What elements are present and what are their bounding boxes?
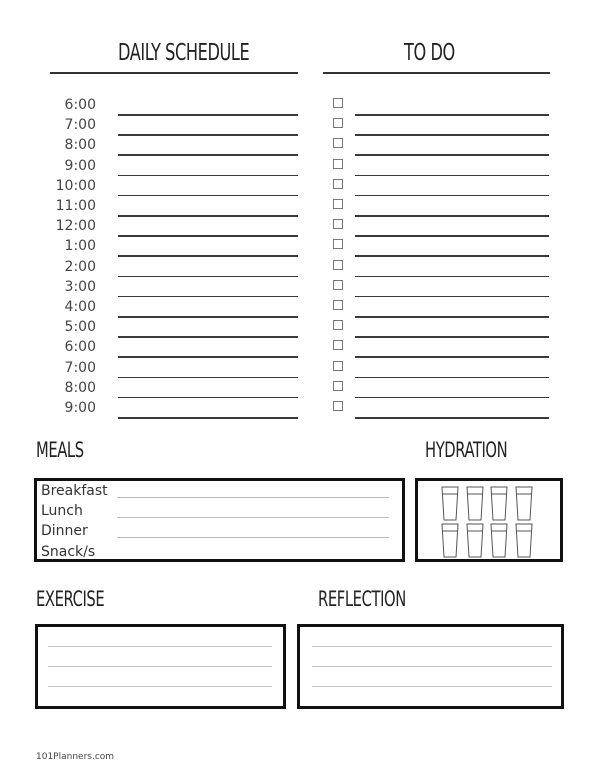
schedule-entry-line[interactable]: [118, 134, 298, 136]
todo-checkbox[interactable]: [333, 381, 343, 391]
hydration-title: HYDRATION: [425, 438, 508, 462]
schedule-time-label: 7:00: [64, 359, 96, 376]
water-glass-icon[interactable]: [515, 523, 533, 558]
todo-entry-line[interactable]: [355, 296, 549, 298]
schedule-title-rule: [50, 72, 298, 74]
schedule-time-label: 3:00: [64, 278, 96, 295]
meal-label: Breakfast: [41, 483, 108, 499]
water-glass-icon[interactable]: [490, 523, 508, 558]
todo-entry-line[interactable]: [355, 195, 549, 197]
todo-checkbox[interactable]: [333, 159, 343, 169]
todo-entry-line[interactable]: [355, 397, 549, 399]
schedule-entry-line[interactable]: [118, 215, 298, 217]
todo-entry-line[interactable]: [355, 377, 549, 379]
todo-checkbox[interactable]: [333, 239, 343, 249]
schedule-time-label: 4:00: [64, 299, 96, 315]
schedule-entry-line[interactable]: [118, 316, 298, 318]
meal-label: Dinner: [41, 523, 88, 540]
todo-entry-line[interactable]: [355, 154, 549, 156]
todo-checkbox[interactable]: [333, 118, 343, 128]
todo-entry-line[interactable]: [355, 336, 549, 338]
todo-entry-line[interactable]: [355, 175, 549, 177]
schedule-entry-line[interactable]: [118, 356, 298, 358]
reflection-line[interactable]: [312, 646, 552, 647]
schedule-entry-line[interactable]: [118, 336, 298, 338]
reflection-line[interactable]: [312, 686, 552, 687]
schedule-time-label: 9:00: [64, 157, 96, 174]
todo-checkbox[interactable]: [333, 300, 343, 310]
water-glass-icon[interactable]: [466, 523, 484, 558]
schedule-time-label: 2:00: [64, 258, 96, 275]
todo-entry-line[interactable]: [355, 255, 549, 257]
todo-entry-line[interactable]: [355, 316, 549, 318]
schedule-entry-line[interactable]: [118, 377, 298, 379]
water-glass-icon[interactable]: [515, 486, 533, 521]
schedule-entry-line[interactable]: [118, 296, 298, 298]
schedule-time-label: 12:00: [55, 218, 96, 235]
schedule-entry-line[interactable]: [118, 235, 298, 237]
schedule-time-label: 8:00: [64, 137, 96, 154]
todo-checkbox[interactable]: [333, 260, 343, 270]
schedule-entry-line[interactable]: [118, 175, 298, 177]
meal-label: Lunch: [41, 503, 83, 520]
schedule-entry-line[interactable]: [118, 417, 298, 419]
schedule-entry-line[interactable]: [118, 397, 298, 399]
todo-checkbox[interactable]: [333, 219, 343, 229]
todo-checkbox[interactable]: [333, 280, 343, 290]
schedule-entry-line[interactable]: [118, 195, 298, 197]
schedule-entry-line[interactable]: [118, 154, 298, 156]
water-glass-icon[interactable]: [441, 523, 459, 558]
schedule-time-label: 10:00: [55, 177, 96, 194]
todo-entry-line[interactable]: [355, 114, 549, 116]
schedule-title: DAILY SCHEDULE: [118, 40, 250, 66]
todo-checkbox[interactable]: [333, 179, 343, 189]
reflection-title: REFLECTION: [318, 587, 406, 611]
water-glass-icon[interactable]: [490, 486, 508, 521]
todo-title-rule: [323, 72, 550, 74]
todo-entry-line[interactable]: [355, 134, 549, 136]
todo-checkbox[interactable]: [333, 199, 343, 209]
exercise-line[interactable]: [48, 666, 272, 667]
schedule-entry-line[interactable]: [118, 276, 298, 278]
schedule-time-label: 1:00: [64, 238, 96, 255]
meals-title: MEALS: [36, 438, 84, 462]
exercise-line[interactable]: [48, 646, 272, 647]
reflection-line[interactable]: [312, 666, 552, 667]
todo-checkbox[interactable]: [333, 361, 343, 371]
water-glass-icon[interactable]: [441, 486, 459, 521]
schedule-time-label: 6:00: [64, 339, 96, 356]
exercise-line[interactable]: [48, 686, 272, 687]
todo-entry-line[interactable]: [355, 215, 549, 217]
brand-footer: 101Planners.com: [36, 752, 115, 762]
schedule-time-label: 5:00: [64, 319, 96, 336]
schedule-entry-line[interactable]: [118, 114, 298, 116]
todo-entry-line[interactable]: [355, 417, 549, 419]
todo-checkbox[interactable]: [333, 401, 343, 411]
todo-entry-line[interactable]: [355, 356, 549, 358]
todo-entry-line[interactable]: [355, 276, 549, 278]
todo-checkbox[interactable]: [333, 138, 343, 148]
meal-entry-line[interactable]: [117, 537, 389, 538]
exercise-title: EXERCISE: [36, 587, 105, 611]
todo-checkbox[interactable]: [333, 98, 343, 108]
hydration-box: [415, 478, 563, 562]
meal-entry-line[interactable]: [117, 497, 389, 498]
schedule-time-label: 9:00: [64, 400, 96, 416]
todo-title: TO DO: [404, 40, 455, 66]
schedule-time-label: 8:00: [64, 379, 96, 396]
todo-entry-line[interactable]: [355, 235, 549, 237]
water-glass-icon[interactable]: [466, 486, 484, 521]
schedule-time-label: 7:00: [64, 117, 96, 134]
meal-label: Snack/s: [41, 543, 96, 560]
schedule-time-label: 11:00: [55, 198, 96, 214]
meal-entry-line[interactable]: [117, 517, 389, 518]
schedule-time-label: 6:00: [64, 97, 96, 113]
todo-checkbox[interactable]: [333, 320, 343, 330]
schedule-entry-line[interactable]: [118, 255, 298, 257]
todo-checkbox[interactable]: [333, 340, 343, 350]
